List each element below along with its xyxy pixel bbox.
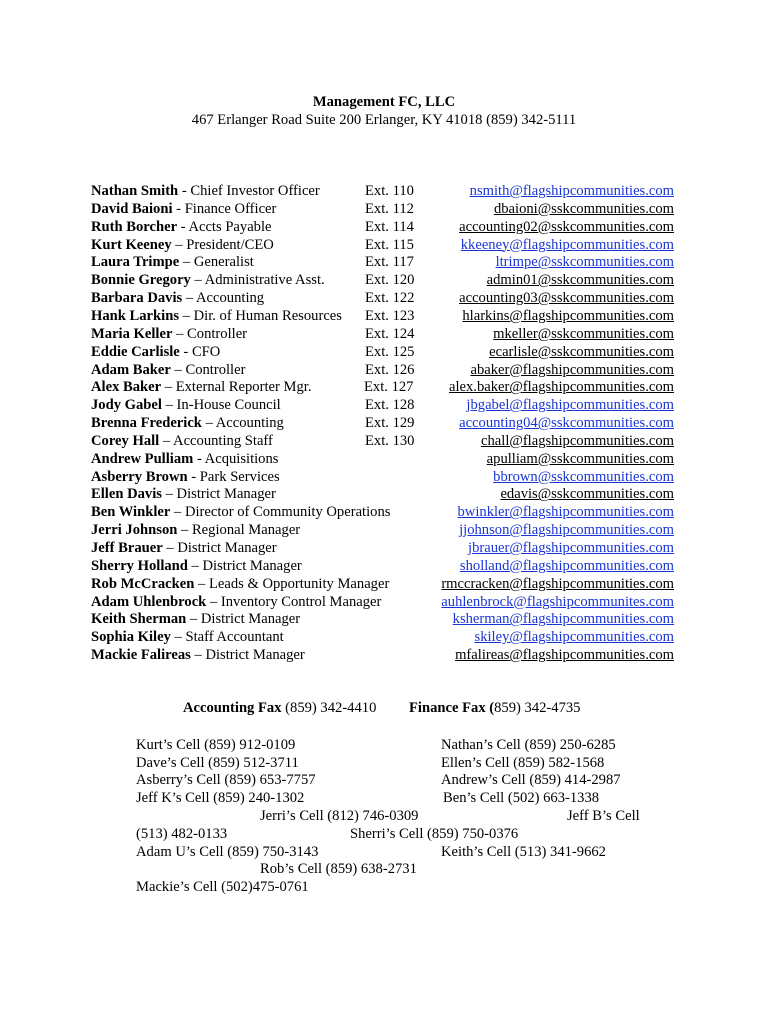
directory-row (0, 326, 768, 344)
contact-person (91, 576, 389, 594)
contact-email-link[interactable]: accounting02@sskcommunities.com (459, 218, 674, 235)
cell-ellen: Ellen’s Cell (859) 582-1568 (441, 755, 605, 771)
contact-email-link[interactable]: bbrown@sskcommunities.com (493, 468, 674, 485)
contact-person (91, 415, 284, 433)
directory-row (0, 629, 768, 647)
contact-name: Ruth Borcher (91, 218, 178, 235)
contact-separator: – (190, 647, 206, 664)
contact-title: District Manager (176, 486, 276, 503)
contact-name: Adam Baker (91, 361, 171, 378)
contact-title: Generalist (193, 254, 254, 271)
contact-separator: - (172, 200, 185, 217)
contact-person (91, 629, 284, 647)
contact-separator: – (162, 540, 178, 556)
contact-separator: - (178, 183, 191, 199)
contact-email-link[interactable]: mkeller@sskcommunities.com (493, 325, 674, 342)
contact-title: Acquisitions (204, 450, 279, 467)
directory-row (0, 272, 768, 290)
contact-separator: – (179, 307, 194, 324)
contact-name: Barbara Davis (91, 290, 183, 307)
accounting-fax (183, 700, 376, 717)
cell-jeff-k: Jeff K’s Cell (859) 240-1302 (136, 790, 305, 806)
contact-separator: – (186, 611, 201, 628)
contact-person (91, 486, 276, 504)
contact-separator: – (201, 415, 216, 432)
contact-separator: – (182, 290, 197, 307)
contact-separator: – (172, 325, 188, 342)
contact-person (91, 522, 300, 540)
contact-separator: – (177, 522, 192, 539)
cell-rob: Rob’s Cell (859) 638-2731 (260, 861, 417, 877)
contact-separator: – (170, 629, 186, 646)
cell-ben: Ben’s Cell (502) 663-1338 (443, 790, 600, 806)
contact-title: Staff Accountant (185, 629, 284, 646)
contact-person (91, 397, 281, 415)
contact-email-link[interactable]: ksherman@flagshipcommunities.com (452, 611, 674, 628)
directory-row (0, 254, 768, 272)
contact-email-link[interactable]: jjohnson@flagshipcommunities.com (459, 522, 674, 539)
contact-name: Bonnie Gregory (91, 272, 191, 289)
contact-person (91, 183, 320, 201)
contact-separator: – (161, 397, 177, 414)
contact-person (91, 272, 325, 290)
directory-row (0, 576, 768, 594)
contact-extension: Ext. 115 (365, 236, 414, 253)
contact-title: CFO (191, 343, 221, 360)
contact-person (91, 254, 254, 272)
contact-extension: Ext. 112 (365, 200, 414, 217)
contact-extension: Ext. 123 (365, 307, 415, 324)
contact-name: Corey Hall (91, 432, 160, 449)
contact-separator: – (179, 254, 194, 271)
contact-person (91, 219, 272, 237)
contact-separator: - (177, 218, 189, 235)
contact-title: Controller (187, 325, 248, 342)
contact-name: Laura Trimpe (91, 254, 180, 271)
contact-person (91, 594, 381, 612)
directory-row (0, 290, 768, 308)
contact-title: District Manager (205, 647, 305, 664)
cell-dave: Dave’s Cell (859) 512-3711 (136, 755, 299, 771)
directory-row (0, 237, 768, 255)
contact-extension: Ext. 129 (365, 415, 415, 432)
contact-separator: - (193, 450, 205, 467)
contact-title: Administrative Asst. (204, 272, 325, 289)
contact-name: Andrew Pulliam (91, 450, 194, 467)
contact-name: David Baioni (91, 200, 173, 217)
contact-name: Keith Sherman (91, 611, 187, 628)
contact-extension: Ext. 124 (365, 325, 415, 342)
contact-extension: Ext. 128 (365, 397, 415, 414)
contact-title: Inventory Control Manager (220, 593, 382, 610)
contact-person (91, 201, 276, 219)
contact-name: Jody Gabel (91, 397, 162, 414)
contact-person (91, 344, 220, 362)
contact-title: Accounting (196, 290, 265, 307)
company-address: 467 Erlanger Road Suite 200 Erlanger, KY 41018 (859) 342-5111 (191, 112, 577, 128)
contact-name: Eddie Carlisle (91, 343, 180, 360)
accounting-fax-number: (859) 342-4410 (281, 700, 377, 716)
contact-separator: – (170, 361, 186, 378)
cell-adam-u: Adam U’s Cell (859) 750-3143 (136, 844, 319, 860)
contact-title: Accounting Staff (173, 432, 273, 449)
cell-andrew: Andrew’s Cell (859) 414-2987 (441, 772, 621, 788)
directory-row (0, 397, 768, 415)
contact-email-link[interactable]: abaker@flagshipcommunities.com (470, 361, 674, 378)
cell-keith: Keith’s Cell (513) 341-9662 (441, 844, 606, 860)
cell-jerri: Jerri’s Cell (812) 746-0309 (260, 808, 419, 824)
contact-title: District Manager (200, 611, 301, 628)
contact-email-link[interactable]: admin01@sskcommunities.com (486, 272, 674, 289)
contact-person (91, 504, 390, 522)
contact-separator: – (187, 557, 203, 574)
contact-name: Asberry Brown (91, 468, 188, 485)
contact-separator: – (159, 432, 174, 449)
company-name: Management FC, LLC (312, 94, 456, 110)
contact-name: Ellen Davis (91, 486, 162, 503)
cell-asberry: Asberry’s Cell (859) 653-7757 (136, 772, 316, 788)
contact-title: In-House Council (176, 397, 281, 414)
contact-email-link[interactable]: accounting03@sskcommunities.com (459, 290, 674, 307)
contact-name: Adam Uhlenbrock (91, 593, 207, 610)
contact-email-link[interactable]: alex.baker@flagshipcommunities.com (449, 379, 674, 396)
contact-name: Sherry Holland (91, 557, 188, 574)
cell-kurt: Kurt’s Cell (859) 912-0109 (136, 737, 296, 753)
contact-email-link[interactable]: hlarkins@flagshipcommunities.com (462, 307, 674, 324)
contact-extension: Ext. 114 (365, 218, 414, 235)
cell-jeff-b-number: (513) 482-0133 (136, 826, 228, 842)
contact-email-link[interactable]: jbrauer@flagshipcommunities.com (468, 540, 674, 556)
contact-title: Accounting (215, 415, 284, 432)
contact-email-link[interactable]: ltrimpe@sskcommunities.com (495, 254, 674, 271)
contact-person (91, 379, 311, 397)
contact-person (91, 540, 277, 558)
contact-email-link[interactable]: edavis@sskcommunities.com (500, 486, 674, 503)
contact-person (91, 290, 264, 308)
directory-row (0, 647, 768, 665)
cell-nathan: Nathan’s Cell (859) 250-6285 (441, 737, 616, 753)
contact-title: District Manager (202, 557, 302, 574)
contact-title: Dir. of Human Resources (193, 307, 342, 324)
contact-separator: – (194, 575, 209, 592)
contact-person (91, 326, 247, 344)
contact-separator: – (206, 593, 221, 610)
contact-separator: - (179, 343, 192, 360)
directory-row (0, 594, 768, 612)
contact-title: External Reporter Mgr. (175, 379, 312, 396)
directory-row (0, 183, 768, 201)
contact-extension: Ext. 122 (365, 290, 415, 307)
contact-name: Mackie Falireas (91, 647, 191, 664)
contact-email-link[interactable]: nsmith@flagshipcommunities.com (469, 183, 674, 199)
directory-row (0, 540, 768, 558)
contact-separator: – (161, 486, 177, 503)
contact-person (91, 469, 280, 487)
contact-person (91, 611, 300, 629)
contact-extension: Ext. 130 (365, 432, 415, 449)
contact-name: Maria Keller (91, 325, 173, 342)
contact-email-link[interactable]: kkeeney@flagshipcommunities.com (460, 236, 674, 253)
contact-title: Controller (185, 361, 246, 378)
cell-sherri: Sherri’s Cell (859) 750-0376 (350, 826, 519, 842)
contact-separator: - (187, 468, 200, 485)
finance-fax (409, 700, 580, 717)
directory-row (0, 415, 768, 433)
contact-extension: Ext. 120 (365, 272, 415, 289)
directory-row (0, 504, 768, 522)
contact-separator: – (170, 504, 185, 521)
contact-name: Sophia Kiley (91, 629, 171, 646)
contact-extension: Ext. 127 (364, 379, 414, 396)
contact-person (91, 433, 273, 451)
contact-email-link[interactable]: dbaioni@sskcommunities.com (493, 200, 674, 217)
contact-email-link[interactable]: bwinkler@flagshipcommunities.com (457, 504, 674, 521)
directory-row (0, 522, 768, 540)
contact-extension: Ext. 110 (365, 183, 414, 199)
contact-email-link[interactable]: ecarlisle@sskcommunities.com (489, 343, 674, 360)
contact-separator: – (171, 236, 187, 253)
directory-row (0, 344, 768, 362)
contact-email-link[interactable]: sholland@flagshipcommunities.com (459, 557, 674, 574)
contact-separator: – (161, 379, 176, 396)
contact-email-link[interactable]: apulliam@sskcommunities.com (486, 450, 674, 467)
contact-name: Alex Baker (91, 379, 162, 396)
contact-name: Jerri Johnson (91, 522, 178, 539)
contact-email-link[interactable]: jbgabel@flagshipcommunities.com (466, 397, 674, 414)
contact-person (91, 362, 245, 380)
contact-email-link[interactable]: mfalireas@flagshipcommunities.com (455, 647, 674, 664)
contact-name: Kurt Keeney (91, 236, 172, 253)
contact-name: Brenna Frederick (91, 415, 202, 432)
directory-row (0, 558, 768, 576)
contact-title: Regional Manager (191, 522, 301, 539)
contact-email-link[interactable]: auhlenbrock@flagshipcommunites.com (441, 593, 674, 610)
directory-row (0, 362, 768, 380)
accounting-fax-label: Accounting Fax (183, 700, 282, 716)
contact-name: Rob McCracken (91, 575, 195, 592)
directory-row (0, 433, 768, 451)
contact-title: Accts Payable (188, 218, 272, 235)
directory-row (0, 308, 768, 326)
contact-person (91, 558, 302, 576)
directory-row (0, 611, 768, 629)
contact-name: Ben Winkler (91, 504, 171, 521)
contact-title: Director of Community Operations (184, 504, 391, 521)
contact-email-link[interactable]: skiley@flagshipcommunities.com (474, 629, 674, 646)
directory-row (0, 469, 768, 487)
contact-title: Leads & Opportunity Manager (208, 575, 390, 592)
contact-person (91, 237, 274, 255)
contact-name: Hank Larkins (91, 307, 180, 324)
contact-person (91, 308, 342, 326)
contact-title: District Manager (177, 540, 277, 556)
contact-person (91, 451, 278, 469)
contact-extension: Ext. 117 (365, 254, 414, 271)
directory-row (0, 451, 768, 469)
contact-extension: Ext. 126 (365, 361, 415, 378)
contact-separator: – (190, 272, 205, 289)
contact-title: Finance Officer (184, 200, 277, 217)
directory-row (0, 379, 768, 397)
cell-mackie: Mackie’s Cell (502)475-0761 (136, 879, 309, 895)
contact-name: Nathan Smith (91, 183, 179, 199)
directory-row (0, 219, 768, 237)
directory-row (0, 201, 768, 219)
cell-jeff-b-label: Jeff B’s Cell (567, 808, 640, 824)
contact-email-link[interactable]: rmccracken@flagshipcommunities.com (441, 575, 674, 592)
finance-fax-number: 859) 342-4735 (494, 700, 581, 716)
contact-name: Jeff Brauer (91, 540, 163, 556)
contact-person (91, 647, 305, 665)
contact-email-link[interactable]: accounting04@sskcommunities.com (459, 415, 674, 432)
contact-title: Park Services (199, 468, 280, 485)
directory-row (0, 486, 768, 504)
finance-fax-label: Finance Fax ( (409, 700, 495, 716)
contact-title: Chief Investor Officer (190, 183, 320, 199)
contact-extension: Ext. 125 (365, 343, 415, 360)
contact-email-link[interactable]: chall@flagshipcommunities.com (481, 432, 674, 449)
contact-title: President/CEO (186, 236, 274, 253)
